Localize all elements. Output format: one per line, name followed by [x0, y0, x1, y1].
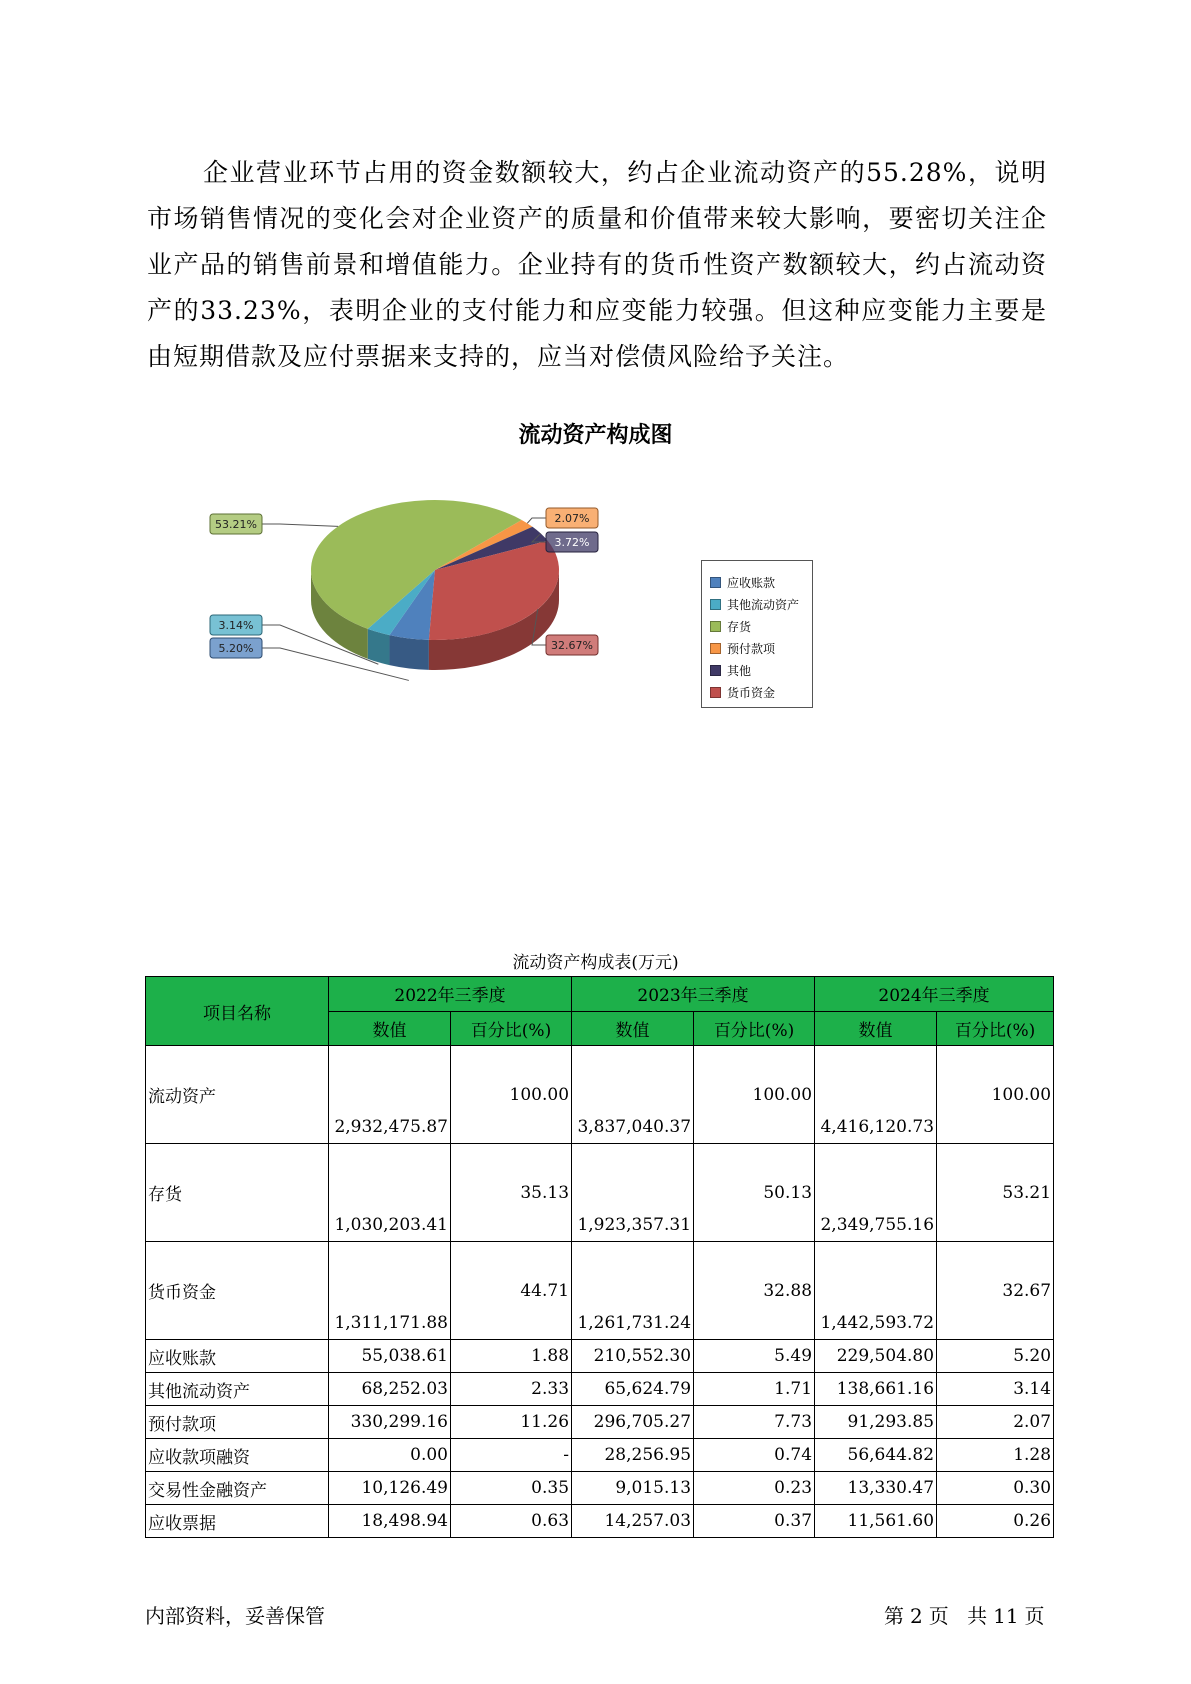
value-2023: 3,837,040.37: [572, 1046, 694, 1144]
legend-item: [710, 615, 812, 637]
legend-swatch: [710, 621, 721, 632]
table-row: [146, 1242, 1054, 1340]
callout-line: [527, 518, 546, 523]
percent-2022: 11.26: [451, 1406, 572, 1439]
value-2023: 14,257.03: [572, 1505, 694, 1538]
legend-item: [710, 659, 812, 681]
legend-item: [710, 571, 812, 593]
header-percent: 百分比(%): [937, 1011, 1054, 1046]
table-row: [146, 1340, 1054, 1373]
percent-2022: -: [451, 1439, 572, 1472]
row-name: 预付款项: [146, 1406, 329, 1439]
body-paragraph: [147, 150, 1047, 380]
row-name: 交易性金融资产: [146, 1472, 329, 1505]
value-2022: 10,126.49: [329, 1472, 451, 1505]
legend-label: 货币资金: [727, 685, 776, 700]
data-label: 5.20%: [218, 642, 254, 655]
value-2022: 1,311,171.88: [329, 1242, 451, 1340]
data-label: 53.21%: [215, 518, 257, 531]
data-label: 3.14%: [218, 619, 254, 632]
pie-chart: [190, 490, 630, 730]
percent-2023: 0.37: [694, 1505, 815, 1538]
value-2023: 28,256.95: [572, 1439, 694, 1472]
data-label: 2.07%: [554, 512, 590, 525]
header-item-name: 项目名称: [146, 977, 329, 1046]
percent-2023: 5.49: [694, 1340, 815, 1373]
value-2024: 2,349,755.16: [815, 1144, 937, 1242]
table-row: [146, 1406, 1054, 1439]
percent-2024: 3.14: [937, 1373, 1054, 1406]
chart-legend: [701, 560, 813, 708]
percent-2024: 100.00: [937, 1046, 1054, 1144]
footer-page-number: [884, 1600, 1051, 1629]
value-2022: 18,498.94: [329, 1505, 451, 1538]
percent-2024: 1.28: [937, 1439, 1054, 1472]
percent-2024: 0.30: [937, 1472, 1054, 1505]
value-2022: 2,932,475.87: [329, 1046, 451, 1144]
header-value: 数值: [815, 1011, 937, 1046]
legend-swatch: [710, 665, 721, 676]
legend-swatch: [710, 577, 721, 588]
value-2023: 9,015.13: [572, 1472, 694, 1505]
row-name: 流动资产: [146, 1046, 329, 1144]
value-2023: 296,705.27: [572, 1406, 694, 1439]
table-row: [146, 1472, 1054, 1505]
value-2024: 1,442,593.72: [815, 1242, 937, 1340]
value-2024: 13,330.47: [815, 1472, 937, 1505]
value-2024: 229,504.80: [815, 1340, 937, 1373]
table-row: [146, 1373, 1054, 1406]
percent-2022: 1.88: [451, 1340, 572, 1373]
value-2024: 4,416,120.73: [815, 1046, 937, 1144]
table-row: [146, 1505, 1054, 1538]
header-period-2022: 2022年三季度: [329, 977, 572, 1012]
table-row: [146, 1439, 1054, 1472]
paragraph-text: 企业营业环节占用的资金数额较大，约占企业流动资产的55.28%，说明市场销售情况的变化会对企业资产的质量和价值带来较大影响，要密切关注企业产品的销售前景和增值能力。企业持有的货币性资产数额较大，约占流动资产的33.23%，表明企业的支付能力和应变能力较强。但这种应变能力主要是由短期借款及应付票据来支持的，应当对偿债风险给予关注。: [147, 158, 1047, 371]
value-2023: 65,624.79: [572, 1373, 694, 1406]
table-row: [146, 1144, 1054, 1242]
percent-2023: 32.88: [694, 1242, 815, 1340]
page-unit: 页: [928, 1604, 949, 1628]
table-body: [146, 1046, 1054, 1538]
percent-2022: 2.33: [451, 1373, 572, 1406]
percent-2022: 100.00: [451, 1046, 572, 1144]
data-label: 3.72%: [554, 536, 590, 549]
header-percent: 百分比(%): [451, 1011, 572, 1046]
header-value: 数值: [572, 1011, 694, 1046]
value-2024: 91,293.85: [815, 1406, 937, 1439]
value-2024: 138,661.16: [815, 1373, 937, 1406]
table-caption: 流动资产构成表(万元): [512, 953, 679, 973]
percent-2022: 44.71: [451, 1242, 572, 1340]
percent-2024: 32.67: [937, 1242, 1054, 1340]
legend-label: 其他: [727, 663, 752, 678]
legend-label: 预付款项: [727, 641, 776, 656]
percent-2022: 0.35: [451, 1472, 572, 1505]
percent-2024: 0.26: [937, 1505, 1054, 1538]
footer-confidential: 内部资料，妥善保管: [145, 1604, 325, 1628]
value-2023: 210,552.30: [572, 1340, 694, 1373]
legend-label: 应收账款: [727, 575, 776, 590]
total-prefix: 共: [967, 1604, 988, 1628]
row-name: 其他流动资产: [146, 1373, 329, 1406]
percent-2024: 2.07: [937, 1406, 1054, 1439]
header-percent: 百分比(%): [694, 1011, 815, 1046]
percent-2023: 0.74: [694, 1439, 815, 1472]
legend-item: [710, 681, 812, 703]
chart-title: 流动资产构成图: [518, 423, 673, 448]
value-2022: 55,038.61: [329, 1340, 451, 1373]
legend-label: 存货: [727, 619, 752, 634]
percent-2024: 5.20: [937, 1340, 1054, 1373]
header-period-2024: 2024年三季度: [815, 977, 1054, 1012]
value-2022: 330,299.16: [329, 1406, 451, 1439]
header-value: 数值: [329, 1011, 451, 1046]
row-name: 货币资金: [146, 1242, 329, 1340]
total-num: 11: [993, 1604, 1019, 1628]
legend-item: [710, 637, 812, 659]
percent-2022: 0.63: [451, 1505, 572, 1538]
value-2024: 56,644.82: [815, 1439, 937, 1472]
percent-2023: 100.00: [694, 1046, 815, 1144]
percent-2023: 50.13: [694, 1144, 815, 1242]
percent-2023: 1.71: [694, 1373, 815, 1406]
table-row: [146, 1046, 1054, 1144]
row-name: 应收款项融资: [146, 1439, 329, 1472]
row-name: 应收票据: [146, 1505, 329, 1538]
value-2022: 68,252.03: [329, 1373, 451, 1406]
percent-2023: 0.23: [694, 1472, 815, 1505]
value-2023: 1,923,357.31: [572, 1144, 694, 1242]
percent-2022: 35.13: [451, 1144, 572, 1242]
total-unit: 页: [1024, 1604, 1045, 1628]
current-assets-table: [145, 976, 1054, 1538]
percent-2023: 7.73: [694, 1406, 815, 1439]
header-period-2023: 2023年三季度: [572, 977, 815, 1012]
row-name: 应收账款: [146, 1340, 329, 1373]
legend-label: 其他流动资产: [727, 597, 800, 612]
page-num: 2: [910, 1604, 923, 1628]
percent-2024: 53.21: [937, 1144, 1054, 1242]
legend-swatch: [710, 599, 721, 610]
value-2023: 1,261,731.24: [572, 1242, 694, 1340]
row-name: 存货: [146, 1144, 329, 1242]
legend-swatch: [710, 643, 721, 654]
legend-swatch: [710, 687, 721, 698]
value-2022: 1,030,203.41: [329, 1144, 451, 1242]
callout-line: [262, 524, 338, 526]
value-2022: 0.00: [329, 1439, 451, 1472]
legend-item: [710, 593, 812, 615]
value-2024: 11,561.60: [815, 1505, 937, 1538]
data-label: 32.67%: [551, 639, 593, 652]
pie-slice-side: [389, 635, 428, 670]
page-prefix: 第: [884, 1604, 904, 1628]
